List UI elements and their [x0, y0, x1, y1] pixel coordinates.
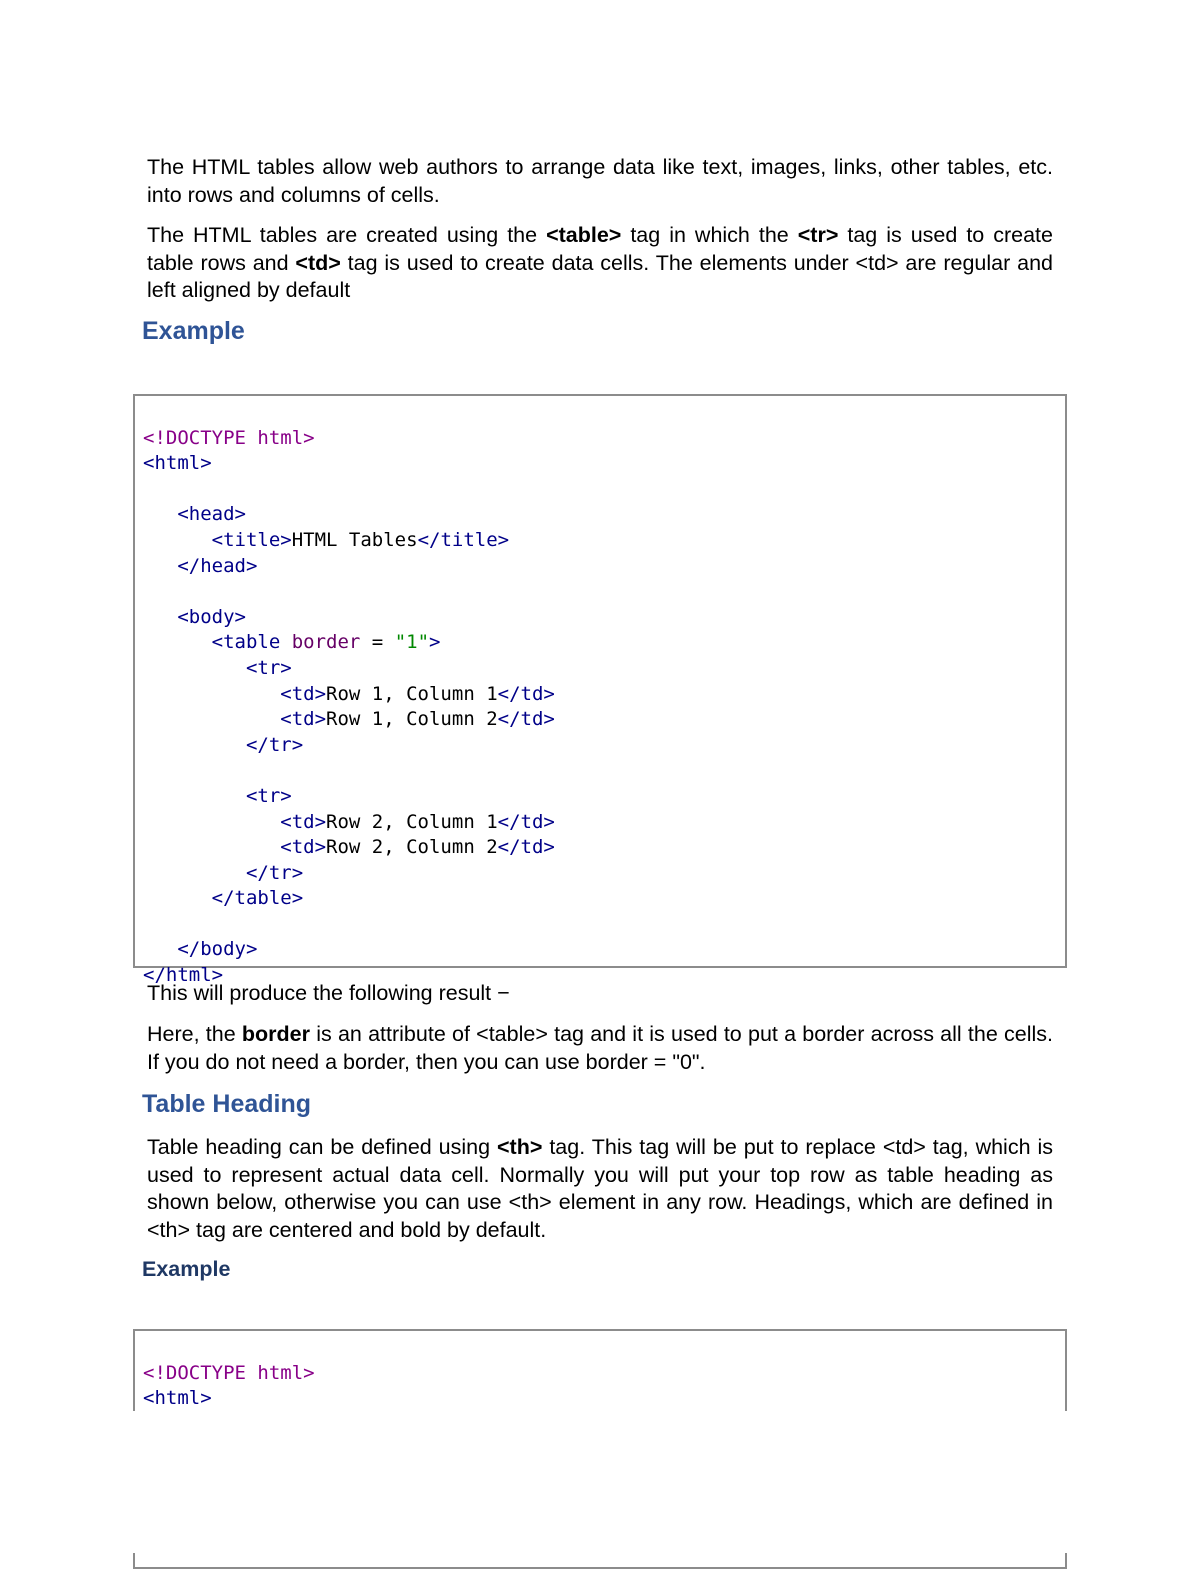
intro-paragraph-2 — [147, 222, 1053, 305]
code-line — [143, 630, 1065, 656]
code-token: <td> — [280, 836, 327, 859]
code-token: </tr> — [245, 861, 304, 884]
code-line — [143, 426, 1065, 452]
intro-text-2a: The HTML tables are created using the — [147, 223, 547, 247]
code-token: Row 2, Column 2 — [326, 836, 498, 859]
code-block-example-1 — [133, 394, 1067, 987]
code-line — [143, 605, 1065, 631]
code-token: "1" — [394, 631, 430, 654]
code-token: </title> — [417, 528, 510, 551]
border-text-a: Here, the — [147, 1022, 242, 1046]
table-tag-bold: <table> — [546, 223, 622, 247]
code-token: <tr> — [245, 656, 292, 679]
code-token: <body> — [177, 605, 246, 628]
code-token: </table> — [211, 887, 304, 910]
code-token: </head> — [177, 554, 258, 577]
code-line — [143, 1386, 1065, 1412]
code-token: <td> — [280, 682, 327, 705]
th-text-b: tag. This tag will be put to replace <td> tag, which is used to represent actual data cell. Normally you will put your top row as table heading as shown below, otherwise you can use <th> element in any row. Headings, which are defined in <th> tag are centered and bold by default. — [147, 1135, 1053, 1242]
code-content-2 — [135, 1331, 1065, 1412]
border-word-bold: border — [241, 1022, 310, 1046]
code-line — [143, 528, 1065, 554]
code-token: <title> — [211, 528, 292, 551]
code-token: <head> — [177, 503, 246, 526]
code-token: </body> — [177, 938, 258, 961]
intro-paragraph-1 — [147, 154, 1053, 209]
code-line — [143, 835, 1065, 861]
page-bottom-margin — [0, 1411, 1200, 1553]
intro-text-2c: tag is used to create table rows and — [147, 223, 1053, 275]
code-token: <table — [211, 631, 292, 654]
code-token: </html> — [143, 964, 224, 987]
code-token: </td> — [497, 708, 555, 731]
code-content — [135, 396, 1065, 989]
table-heading-title: Table Heading — [142, 1090, 312, 1118]
border-text-c: is an attribute of <table> tag and it is used to put a border across all the cells. If you do not need a border, then you can use border = "0". — [147, 1022, 1053, 1074]
code-line — [143, 733, 1065, 759]
code-token: <html> — [143, 1387, 212, 1410]
code-line — [143, 707, 1065, 733]
code-line — [143, 477, 1065, 503]
code-token: <td> — [280, 810, 327, 833]
table-heading-paragraph — [147, 1134, 1053, 1244]
result-text — [147, 980, 1053, 1008]
code-line — [143, 554, 1065, 580]
intro-text-2b: tag in which the — [621, 223, 798, 247]
code-line — [143, 656, 1065, 682]
border-paragraph — [147, 1021, 1053, 1076]
code-line — [143, 937, 1065, 963]
code-token: <td> — [280, 708, 327, 731]
code-token: <!DOCTYPE html> — [143, 1361, 315, 1384]
code-token: </tr> — [245, 733, 304, 756]
example-heading: Example — [142, 317, 245, 345]
code-token: Row 2, Column 1 — [326, 810, 498, 833]
code-line — [143, 912, 1065, 938]
th-text-a: Table heading can be defined using — [147, 1135, 497, 1159]
result-text-content: This will produce the following result − — [147, 981, 510, 1005]
code-token: <!DOCTYPE html> — [143, 426, 315, 449]
code-token: <html> — [143, 452, 212, 475]
code-token: </td> — [497, 682, 555, 705]
example-subheading: Example — [142, 1257, 231, 1281]
intro-text-1: The HTML tables allow web authors to arrange data like text, images, links, other tables, etc. into rows and columns of cells. — [147, 155, 1053, 207]
code-line — [143, 502, 1065, 528]
code-line — [143, 861, 1065, 887]
code-line — [143, 810, 1065, 836]
code-token: > — [429, 631, 441, 654]
tr-tag-bold: <tr> — [797, 223, 839, 247]
code-token: = — [360, 631, 395, 654]
code-token: Row 1, Column 1 — [326, 682, 498, 705]
code-line — [143, 758, 1065, 784]
code-token: <tr> — [245, 784, 292, 807]
code-token: border — [291, 631, 361, 654]
code-token: HTML Tables — [291, 528, 418, 551]
code-line — [143, 886, 1065, 912]
code-line — [143, 579, 1065, 605]
code-line — [143, 682, 1065, 708]
th-tag-bold: <th> — [497, 1135, 543, 1159]
code-token: </td> — [497, 836, 555, 859]
code-line — [143, 784, 1065, 810]
code-line — [143, 451, 1065, 477]
code-line — [143, 1361, 1065, 1387]
intro-text-2d: tag is used to create data cells. The elements under <td> are regular and left aligned by default — [147, 250, 1053, 302]
td-tag-bold: <td> — [295, 250, 341, 275]
code-token: Row 1, Column 2 — [326, 708, 498, 731]
code-token: </td> — [497, 810, 555, 833]
